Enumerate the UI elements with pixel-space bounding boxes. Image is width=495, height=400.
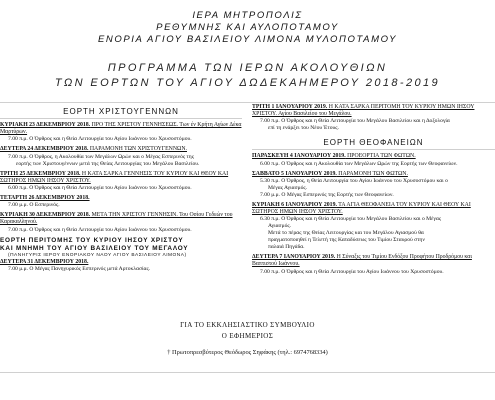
schedule-entry	[0, 259, 242, 273]
schedule-entry	[0, 212, 242, 233]
entry-line: 7.00 π.μ. Ο Όρθρος και η Θεία Λειτουργία του Αγίου Ιωάννου του Χρυσοστόμου.	[8, 136, 192, 143]
entry-line: Μετά το πέρας της Θείας Λειτουργίας και του Μεγάλου Αγιασμού θα	[268, 230, 424, 237]
theophany-column	[252, 104, 495, 318]
schedule-entry	[252, 202, 495, 251]
diocese-title: ΡΕΘΥΜΝΗΣ ΚΑΙ ΑΥΛΟΠΟΤΑΜΟΥ	[156, 22, 339, 33]
feast-note: (ΠΑΝΗΓΥΡΙΣ ΙΕΡΟΥ ΕΝΟΡΙΑΚΟΥ ΝΑΟΥ ΑΓΙΟΥ ΒΑΣΙΛΕΙΟΥ ΛΙΜΟΝΑ)	[8, 252, 187, 258]
bottom-divider	[0, 372, 495, 373]
entry-title: ΤΡΙΤΗ 25 ΔΕΚΕΜΒΡΙΟΥ 2018. Η ΚΑΤΑ ΣΑΡΚΑ ΓΕΝΝΗΣΙΣ ΤΟΥ ΚΥΡΙΟΥ ΚΑΙ ΘΕΟΥ ΚΑΙ ΣΩΤΗΡΟΣ ΗΜΩΝ ΙΗΣΟΥ ΧΡΙΣΤΟΥ.	[0, 170, 229, 184]
schedule-entry	[252, 153, 495, 167]
entry-line: Μέγας Αγιασμός.	[268, 184, 308, 191]
parish-title: ΕΝΟΡΙΑ ΑΓΙΟΥ ΒΑΣΙΛΕΙΟΥ ΛΙΜΟΝΑ ΜΥΛΟΠΟΤΑΜΟΥ	[97, 34, 398, 45]
entry-line: 7.00 μ.μ. Ο Εσπερινός.	[8, 202, 60, 209]
entry-title: ΚΥΡΙΑΚΗ 6 ΙΑΝΟΥΑΡΙΟΥ 2019. ΤΑ ΑΓΙΑ ΘΕΟΦΑΝΕΙΑ ΤΟΥ ΚΥΡΙΟΥ ΚΑΙ ΘΕΟΥ ΚΑΙ ΣΩΤΗΡΟΣ ΗΜΩΝ ΙΗΣΟΥ ΧΡΙΣΤΟΥ.	[252, 201, 471, 216]
entry-title: ΔΕΥΤΕΡΑ 31 ΔΕΚΕΜΒΡΙΟΥ 2018.	[0, 259, 89, 266]
entry-title: ΔΕΥΤΕΡΑ 24 ΔΕΚΕΜΒΡΙΟΥ 2018. ΠΑΡΑΜΟΝΗ ΤΩΝ ΧΡΙΣΤΟΥΓΕΝΝΩΝ.	[0, 146, 187, 153]
program-title: ΠΡΟΓΡΑΜΜΑ ΤΩΝ ΙΕΡΩΝ ΑΚΟΛΟΥΘΙΩΝ	[107, 62, 388, 74]
circumcision-heading: ΕΟΡΤΗ ΠΕΡΙΤΟΜΗΣ ΤΟΥ ΚΥΡΙΟΥ ΙΗΣΟΥ ΧΡΙΣΤΟΥ	[0, 236, 184, 244]
entry-title: ΠΑΡΑΣΚΕΥΗ 4 ΙΑΝΟΥΑΡΙΟΥ 2019. ΠΡΟΕΟΡΤΙΑ ΤΩΝ ΦΩΤΩΝ.	[252, 153, 416, 160]
entry-line: 7.00 μ.μ. Ο Μέγας Εσπερινός της Εορτής των Θεοφανείων.	[260, 191, 394, 198]
entry-line: 6.00 π.μ. Ο Όρθρος και η Ακολουθία των Μεγάλων Ωρών της Εορτής των Θεοφανείων.	[260, 160, 458, 167]
entry-title: ΔΕΥΤΕΡΑ 7 ΙΑΝΟΥΑΡΙΟΥ 2019. Η Σύναξις του Τιμίου Ενδόξου Προφήτου Προδρόμου και Βαπτιστού Ιωάννου.	[252, 254, 472, 268]
top-divider	[0, 102, 495, 103]
entry-line: πραγματοποιηθεί η Τελετή της Καταδύσεως του Τιμίου Σταυρού στην	[268, 237, 425, 244]
entry-title: ΤΕΤΑΡΤΗ 26 ΔΕΚΕΜΒΡΙΟΥ 2018.	[0, 195, 90, 202]
entry-title: ΚΥΡΙΑΚΗ 23 ΔΕΚΕΜΒΡΙΟΥ 2018. ΠΡΟ ΤΗΣ ΧΡΙΣΤΟΥ ΓΕΝΝΗΣΕΩΣ. Των έν Κρήτη Αγίων Δέκα Μαρτύρων.	[0, 122, 242, 136]
entry-line: εορτής των Χριστουγέννων μετά της Θείας Λειτουργίας του Μεγάλου Βασιλείου.	[16, 160, 200, 167]
entry-line: 7.00 π.μ. Ο Όρθρος και η Θεία Λειτουργία του Μεγάλου Βασιλείου και η Δοξολογία	[260, 118, 450, 125]
entry-title: ΣΑΒΒΑΤΟ 5 ΙΑΝΟΥΑΡΙΟΥ 2019. ΠΑΡΑΜΟΝΗ ΤΩΝ ΦΩΤΩΝ.	[252, 170, 408, 177]
schedule-entry	[0, 171, 242, 192]
priest-label: Ο ΕΦΗΜΕΡΙΟΣ	[221, 332, 274, 340]
schedule-entry	[0, 122, 242, 143]
metropolis-title: ΙΕΡΑ ΜΗΤΡΟΠΟΛΙΣ	[192, 10, 303, 21]
schedule-entry	[0, 195, 242, 209]
entry-line: 7.00 π.μ. Ο Όρθρος, η Ακολουθία των Μεγάλων Ωρών και ο Μέγας Εσπερινός της	[8, 153, 194, 160]
christmas-section-title: ΕΟΡΤΗ ΧΡΙΣΤΟΥΓΕΝΝΩΝ	[0, 104, 242, 119]
entry-line: 6.00 π.μ. Ο Όρθρος και η Θεία Λειτουργία του Αγίου Ιωάννου του Χρυσοστόμου.	[8, 185, 192, 192]
entry-line: επί τη ενάρξει του Νέου Έτους.	[268, 125, 339, 132]
entry-line: 5.30 π.μ. Ο Όρθρος, η Θεία Λειτουργία του Αγίου Ιωάννου του Χρυσοστόμου και ο	[260, 177, 448, 184]
entry-line: 7.00 π.μ. Ο Όρθρος και η Θεία Λειτουργία του Αγίου Ιωάννου του Χρυσοστόμου.	[8, 226, 192, 233]
schedule-entry	[252, 104, 495, 132]
council-label: ΓΙΑ ΤΟ ΕΚΚΛΗΣΙΑΣΤΙΚΟ ΣΥΜΒΟΥΛΙΟ	[180, 321, 315, 329]
schedule-entry	[252, 254, 495, 275]
schedule-entry	[252, 171, 495, 199]
entry-title: ΤΡΙΤΗ 1 ΙΑΝΟΥΑΡΙΟΥ 2019. Η ΚΑΤΑ ΣΑΡΚΑ ΠΕΡΙΤΟΜΗ ΤΟΥ ΚΥΡΙΟΥ ΗΜΩΝ ΙΗΣΟΥ ΧΡΙΣΤΟΥ. Αγίου Βασιλείου του Μεγάλου.	[252, 104, 475, 118]
entry-line: 6.30 π.μ. Ο Όρθρος και η Θεία Λειτουργία του Μεγάλου Βασιλείου και ο Μέγας	[260, 216, 442, 223]
entry-title: ΚΥΡΙΑΚΗ 30 ΔΕΚΕΜΒΡΙΟΥ 2018. ΜΕΤΑ ΤΗΝ ΧΡΙΣΤΟΥ ΓΕΝΝΗΣΙΝ. Του Οσίου Γεδεών του Καρακαλληνού.	[0, 212, 233, 226]
christmas-column	[0, 104, 242, 318]
entry-line: 7.00 μ.μ. Ο Μέγας Πανηγυρικός Εσπερινός μετά Αρτοκλασίας.	[8, 266, 151, 273]
entry-line: 7.00 π.μ. Ο Όρθρος και η Θεία Λειτουργία του Αγίου Ιωάννου του Χρυσοστόμου.	[260, 268, 444, 275]
entry-line: παλαιά Πηγάδα.	[268, 244, 305, 251]
theophany-section-title: ΕΟΡΤΗ ΘΕΟΦΑΝΕΙΩΝ	[252, 135, 495, 150]
schedule-entry	[0, 146, 242, 167]
program-subtitle: ΤΩΝ ΕΟΡΤΩΝ ΤΟΥ ΑΓΙΟΥ ΔΩΔΕΚΑΗΜΕΡΟΥ 2018-2019	[54, 77, 441, 89]
entry-line: Αγιασμός.	[268, 223, 291, 230]
saint-basil-heading: ΚΑΙ ΜΝΗΜΗ ΤΟΥ ΑΓΙΟΥ ΒΑΣΙΛΕΙΟΥ ΤΟΥ ΜΕΓΑΛΟΥ	[0, 244, 189, 252]
priest-signature: † Πρωτοπρεσβύτερος Θεόδωρος Σηφάκης (τηλ.: 6974768334)	[167, 349, 328, 356]
